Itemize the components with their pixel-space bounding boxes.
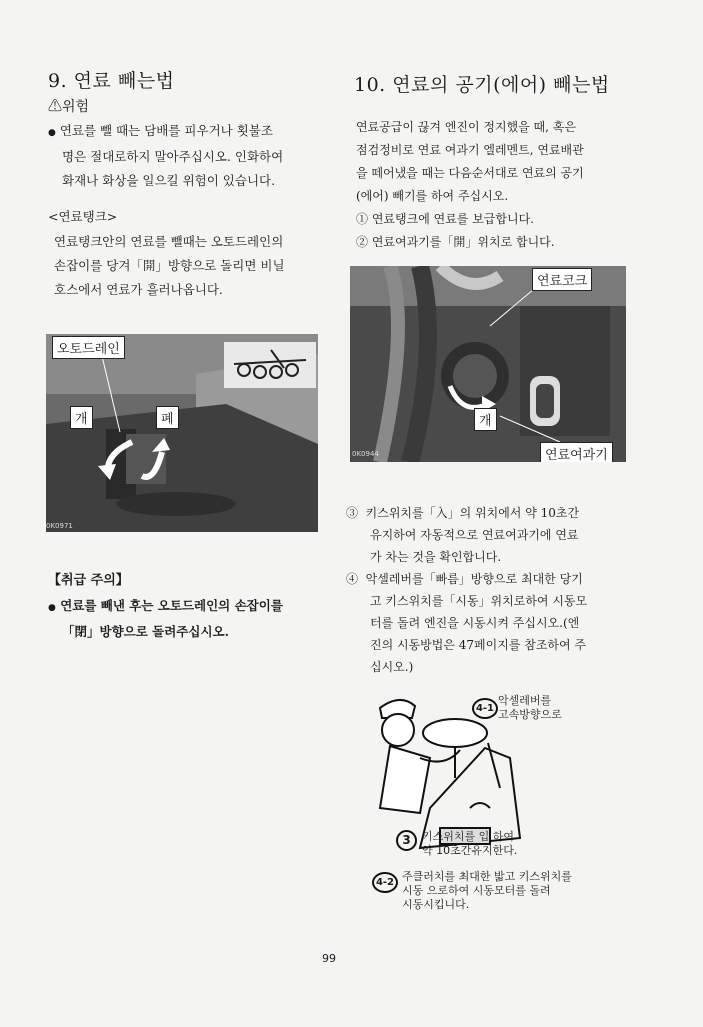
bullet-icon: ● [48, 603, 56, 613]
photo-code: 0K0944 [352, 450, 379, 458]
step-text: 터를 돌려 엔진을 시동시켜 주십시오.(엔 [370, 616, 580, 630]
tank-line: 손잡이를 당겨「開」방향으로 돌리면 비닐 [54, 258, 285, 273]
intro-line: 을 떼어냈을 때는 다음순서대로 연료의 공기 [356, 166, 584, 180]
warning-line: 화재나 화상을 일으킬 위험이 있습니다. [62, 173, 276, 188]
step-text: 진의 시동방법은 47페이지를 참조하여 주 [370, 638, 587, 652]
caution-heading: 【취급 주의】 [48, 573, 129, 588]
caution-paragraph [48, 594, 283, 644]
callout-line: 시동 으로하여 시동모터를 돌려 [402, 884, 551, 897]
figure-callout-3 [396, 830, 417, 851]
step-text: 십시오.) [370, 660, 414, 674]
step-3 [346, 502, 636, 524]
step-text: 유지하여 자동적으로 연료여과기에 연료 [370, 528, 579, 542]
fuel-filter-label: 연료여과기 [540, 442, 613, 462]
callout-3-text [422, 830, 517, 858]
step-1 [356, 208, 584, 231]
auto-drain-illustration [46, 334, 318, 532]
callout-line: 키스위치를 입 하여 [422, 830, 515, 843]
step-text: 가 차는 것을 확인합니다. [370, 550, 502, 564]
step-text: 키스위치를「入」의 위치에서 약 10초간 [365, 506, 580, 520]
page-number: 99 [322, 952, 336, 965]
step-text: 연료여과기를「開」위치로 합니다. [371, 235, 555, 249]
photo-code: 0K0971 [46, 522, 73, 530]
tank-heading: <연료탱크> [48, 209, 118, 224]
caution-line: 연료를 빼낸 후는 오토드레인의 손잡이를 [60, 598, 283, 613]
engine-illustration [350, 266, 626, 462]
open-label: 개 [70, 406, 93, 429]
auto-drain-label: 오토드레인 [52, 336, 125, 359]
callout-line: 시동시킵니다. [402, 898, 470, 911]
callout-line: 주클러치를 최대한 밟고 키스위치를 [402, 870, 572, 883]
step-text: 고 키스위치를「시동」위치로하여 시동모 [370, 594, 588, 608]
section-9-title: 9. 연료 빼는법 [48, 70, 175, 92]
bullet-icon: ● [48, 128, 56, 138]
warning-label: 위험 [62, 99, 90, 115]
callout-number: 4-2 [372, 872, 398, 893]
step-text: 연료탱크에 연료를 보급합니다. [371, 212, 534, 226]
step-number: ① [356, 212, 369, 226]
close-label: 폐 [156, 406, 179, 429]
section-10-title: 10. 연료의 공기(에어) 빼는법 [354, 74, 610, 96]
step-number: ② [356, 235, 369, 249]
intro-line: (에어) 빼기를 하여 주십시오. [356, 189, 509, 203]
startup-figure [360, 688, 640, 920]
step-number: ④ [346, 572, 359, 586]
steps-3-4 [346, 502, 636, 678]
warning-header [48, 96, 89, 116]
callout-line: 고속방향으로 [498, 708, 562, 721]
figure-callout-4-2 [372, 872, 398, 893]
step-4 [346, 568, 636, 590]
intro-line: 연료공급이 끊겨 엔진이 정지했을 때, 혹은 [356, 120, 576, 134]
fuel-cock-label: 연료코크 [532, 268, 592, 291]
auto-drain-photo [46, 334, 318, 532]
callout-number: 4-1 [472, 698, 498, 719]
callout-4-2-text [402, 870, 572, 912]
warning-line: 명은 절대로하지 말아주십시오. 인화하여 [62, 149, 284, 164]
tank-paragraph [54, 230, 285, 302]
intro-line: 점검정비로 연료 여과기 엘레멘트, 연료배관 [356, 143, 584, 157]
warning-paragraph [48, 119, 283, 193]
tank-line: 호스에서 연료가 흘러나옵니다. [54, 282, 223, 297]
step-number: ③ [346, 506, 359, 520]
fuel-filter-photo [350, 266, 626, 462]
figure-callout-4-1 [472, 698, 498, 719]
callout-4-1-text [498, 694, 562, 722]
step-text: 악셀레버를「빠름」방향으로 최대한 당기 [365, 572, 583, 586]
callout-line: 악셀레버를 [498, 694, 552, 707]
warning-triangle-icon: ⚠ [48, 99, 62, 115]
open-label: 개 [474, 408, 497, 431]
callout-number: 3 [396, 830, 417, 851]
callout-line: 약 10초간유지한다. [422, 844, 518, 857]
step-2 [356, 231, 584, 254]
caution-line: 「閉」방향으로 돌려주십시오. [62, 624, 229, 639]
warning-line: 연료를 뺄 때는 담배를 피우거나 횟불조 [59, 123, 273, 138]
intro-paragraph [356, 116, 584, 254]
tank-line: 연료탱크안의 연료를 뺄때는 오토드레인의 [54, 234, 284, 249]
